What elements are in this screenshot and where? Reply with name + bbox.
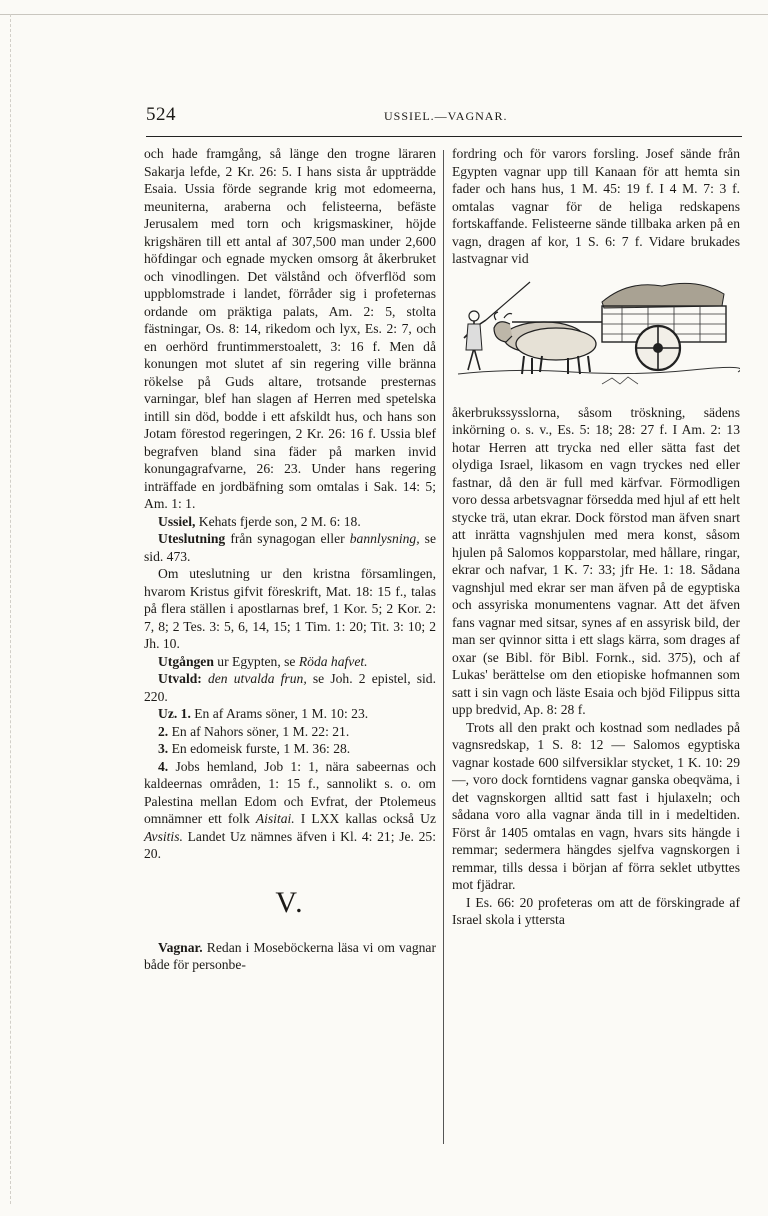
entry-text: se sid. 473. [144, 531, 436, 564]
entry-uz-3 [144, 740, 436, 758]
entry-text: Redan i Moseböckerna läsa vi om vagnar både för personbe- [144, 939, 436, 972]
entry-utgangen [144, 653, 436, 671]
entry-head-utgangen: Utgången [158, 653, 214, 669]
cross-reference: Avsitis. [144, 828, 183, 844]
top-edge-rule [0, 14, 768, 15]
running-head: USSIEL.—VAGNAR. [384, 109, 508, 123]
page-header [146, 104, 742, 128]
entry-head-uz: Uz. [158, 706, 178, 721]
entry-text: se Joh. 2 epistel, sid. 220. [144, 671, 437, 704]
page-edge-line [10, 14, 11, 1204]
entry-head-uteslutning: Uteslutning [158, 531, 226, 546]
entry-uz-4 [144, 758, 436, 863]
grass-tuft [602, 377, 638, 384]
sense-number: 2. [158, 723, 169, 739]
sense-number: 3. [158, 741, 169, 756]
entry-text: från synagogan eller [225, 531, 350, 546]
sense-number: 4. [158, 758, 169, 774]
header-rule [146, 136, 742, 137]
cross-reference: Röda hafvet. [298, 653, 368, 669]
entry-text: En af Arams söner, 1 M. 10: 23. [190, 706, 369, 721]
cross-reference: bannlysning, [349, 531, 420, 546]
entry-head-vagnar: Vagnar. [158, 939, 203, 955]
entry-text: Jobs hemland, Job 1: 1, nära sabeernas och kaldeernas områden, 1: 15 f., sannolikt s. o. om Palestina mellan Edom och Evfrat, der Ptolemeus omnämner ett folk [144, 758, 436, 826]
entry-text: Landet Uz nämnes äfven i Kl. 4: 21; Je. 25: 20. [144, 828, 436, 861]
vagnar-paragraph-1: fordring och för varors forsling. Josef sände från Egypten vagnar upp till Kanaan för att hemta sin fader och hans hus, 1 M. 45: 19 f. I 4 M. 7: 3 f. omtalas vagnar för de heliga redskapens fortskaffande. Felisteerne sände tillbaka arken på en vagn, dragen af kor, 1 S. 6: 7 f. Vidare brukades lastvagnar vid [452, 146, 740, 266]
ox-team [494, 312, 602, 374]
entry-text: I LXX kallas också Uz [294, 811, 437, 826]
entry-head-ussiel: Ussiel, [158, 513, 196, 529]
right-column [452, 145, 740, 929]
vagnar-paragraph-4: I Es. 66: 20 profeteras om att de förskingrade af Israel skola i yttersta [452, 894, 740, 927]
entry-uz-2 [144, 723, 436, 741]
entry-ussiel [144, 513, 436, 531]
ox-cart-illustration [452, 272, 740, 394]
cross-reference: den utvalda frun, [207, 671, 307, 686]
left-column [144, 145, 436, 974]
cross-reference: Aisitai. [255, 811, 295, 826]
sense-number: 1. [180, 706, 191, 721]
entry-text: En edomeisk furste, 1 M. 36: 28. [168, 741, 351, 756]
entry-vagnar [144, 939, 436, 974]
page-number: 524 [146, 104, 176, 125]
vagnar-paragraph-3: Trots all den prakt och kostnad som nedlades på vagnsredskap, 1 S. 8: 12 — Salomos egyptiska vagnar kostade 600 silfversiklar stycket, 1 K. 10: 29 —, voro dock forntidens vagnar ganska obeqväma, i det vagnskorgen alltid satt fast i hjulaxeln; och sådana voro alla vagnar ända till in i medeltiden. Först år 1405 omtalas en vagn, hvars sits hängde i remmar; sedermera hängdes sjelfva vagnskorgen i remmar, tills dessa i början af förra seklet utbyttes mot fjädrar. [452, 719, 740, 892]
uteslutning-paragraph: Om uteslutning ur den kristna församlingen, hvarom Kristus gifvit föreskrift, Mat. 18: 15 f., talas på flera ställen i apostlarnas bref, 1 Kor. 5; 2 Kor. 2: 7, 8; 2 Tes. 3: 5, 6, 14, 15; 1 Tim. 1: 20; Tit. 3: 10; 2 Jh. 10. [144, 566, 436, 651]
entry-text: ur Egypten, se [213, 653, 299, 669]
entry-uz-1 [144, 705, 436, 723]
cart [602, 283, 726, 370]
section-letter: V. [275, 885, 305, 919]
entry-head-utvald: Utvald: [158, 671, 202, 686]
entry-uteslutning [144, 530, 436, 565]
column-divider [443, 150, 444, 1144]
entry-text: En af Nahors söner, 1 M. 22: 21. [168, 723, 350, 739]
entry-utvald [144, 670, 436, 705]
ground-line [458, 367, 740, 374]
entry-text: Kehats fjerde son, 2 M. 6: 18. [195, 513, 361, 529]
vagnar-paragraph-2: åkerbrukssysslorna, såsom tröskning, sädens inkörning o. s. v., Es. 5: 18; 28: 27 f. I Am. 2: 13 hotar Herren att trycka ned eller sätta fast det olydiga Israel, likasom en vagn tryckes ned eller fastnar, då den är full med kärfvar. Förmodligen voro dessa arbetsvagnar försedda med hjul af ett helt stycke trä, utan ekrar. Dock förstod man äfven snart att inrätta vagnshjulen med mera konst, såsom hjulen på Salomos kopparstolar, med hållare, ringar, ekrar och nafvar, 1 K. 7: 33; jfr He. 1: 18. Sådana vagnshjul med ekrar ser man äfven på de egyptiska och assyriska monumentens vagnar. Att det äfven fans vagnar med sitsar, synes af en assyrisk bild, der man ser qvinnor sitta i ett slags kärra, som drages af oxar (se Bibl. för Bibl. Fornk., sid. 375), och af Lukas' berättelse om den etiopiske hofmannen som satt i sin vagn och läste Esaia och bjöd Filippus sitta upp bredvid, Ap. 8: 28 f. [452, 404, 740, 717]
ussia-paragraph: och hade framgång, så länge den trogne läraren Sakarja lefde, 2 Kr. 26: 5. I hans sista år uppträdde Esaia. Ussia förde segrande krig mot edomeerna, meuniterna, araberna och felisteerna, befäste Jerusalem med torn och krigsmaskiner, höjde krigshären till ett antal af 307,500 man under 2,600 höfdingar och egnade mycken omsorg åt åkerbruket och vinodlingen. Det välstånd och öfverflöd som uppblomstrade i landet, förråder sig i profeternas ordande om präktiga palats, Am. 2: 5, stolta fästningar, Os. 8: 14, rikedom och lyx, Es. 2: 7, och en oerhörd fruntimmerstoalett, 3: 16 f. Men då konungen mot slutet af sin regering ville bränna rökelse på Guds altare, trotsande presternas varningar, blef han slagen af Herren med spetelska intill sin död, bodde i ett afskildt hus, och hans son Jotam förestod regeringen, 2 Kr. 26: 16 f. Ussia blef begrafven bland sina fäder på marken invid konungagrafvarne, 26: 23. Under hans regering inträffade en jordbäfning som omtalas i Sak. 14: 5; Am. 1: 1. [144, 146, 436, 511]
